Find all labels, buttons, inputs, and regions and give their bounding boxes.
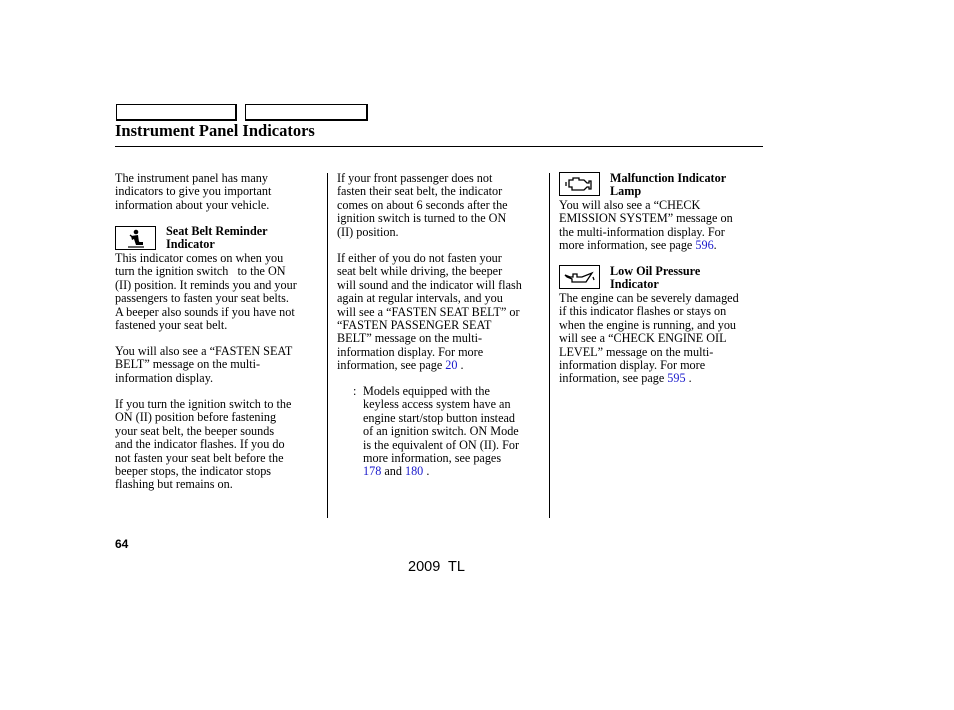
page-link-20[interactable]: 20 [445,358,458,373]
page-link-595[interactable]: 595 [667,371,686,386]
column-divider-1 [327,173,328,518]
seat-belt-paragraph-1: This indicator comes on when you turn the ignition switch to the ON (II) position. It reminds you and your passengers to fasten your seat belts. A beeper also sounds if you have not fastened your seat belt. [115,251,297,333]
seat-belt-paragraph-2: You will also see a “FASTEN SEAT BELT” message on the multi- information display. [115,344,293,385]
mil-heading: Malfunction Indicator Lamp [610,171,727,199]
page-link-180[interactable]: 180 [404,464,424,478]
note-and: and [381,464,405,478]
page-title: Instrument Panel Indicators [115,121,315,140]
oil-end: . [685,371,692,386]
mil-end: . [713,238,717,253]
driving-paragraph [337,252,522,373]
page-number: 64 [115,537,129,551]
oil-text: The engine can be severely damaged if this indicator flashes or stays on when the engine is running, and you will see a “CHECK ENGINE OIL LEVEL” message on the multi- information display. For more information, see page [559,291,739,386]
seat-belt-icon [115,226,156,250]
note-marker: : [353,384,357,398]
header-tab-2 [245,104,368,121]
mil-text: You will also see a “CHECK EMISSION SYSTEM” message on the multi-information display. For more information, see page [559,198,733,253]
footer-model: 2009 TL [408,559,465,575]
mil-paragraph [559,199,733,253]
note-end: . [423,464,430,478]
keyless-note: Models equipped with the keyless access system have an engine start/stop button instead of an ignition switch. ON Mode is the equivalent of ON (II). For more information, see pages [363,384,520,466]
column-divider-2 [549,173,550,518]
intro-text: The instrument panel has many indicators to give you important information about your vehicle. [115,171,272,212]
keyless-note-links [363,465,429,478]
seat-belt-heading: Seat Belt Reminder Indicator [166,224,268,252]
seat-belt-paragraph-3: If you turn the ignition switch to the ON (II) position before fastening your seat belt, the beeper sounds and the indicator flashes. If you do not fasten your seat belt before the beeper stops, the indicator stops flashing but remains on. [115,397,292,492]
oil-paragraph [559,292,739,386]
title-rule [115,146,763,147]
page-link-178[interactable]: 178 [363,464,382,478]
driving-paragraph-text: If either of you do not fasten your seat belt while driving, the beeper will sound and the indicator will flash again at regular intervals, and you will see a “FASTEN SEAT BELT” or “FASTEN PASSENGER SEAT BELT” message on the multi- information display. For more information, see page [337,251,522,373]
driving-paragraph-end: . [457,358,464,373]
header-tab-1 [116,104,237,121]
oil-heading: Low Oil Pressure Indicator [610,264,701,292]
check-engine-icon [559,172,600,196]
page-link-596[interactable]: 596 [695,238,714,253]
passenger-paragraph: If your front passenger does not fasten their seat belt, the indicator comes on about 6 seconds after the ignition switch is turned to the ON (II) position. [337,171,508,239]
oil-can-icon [559,265,600,289]
